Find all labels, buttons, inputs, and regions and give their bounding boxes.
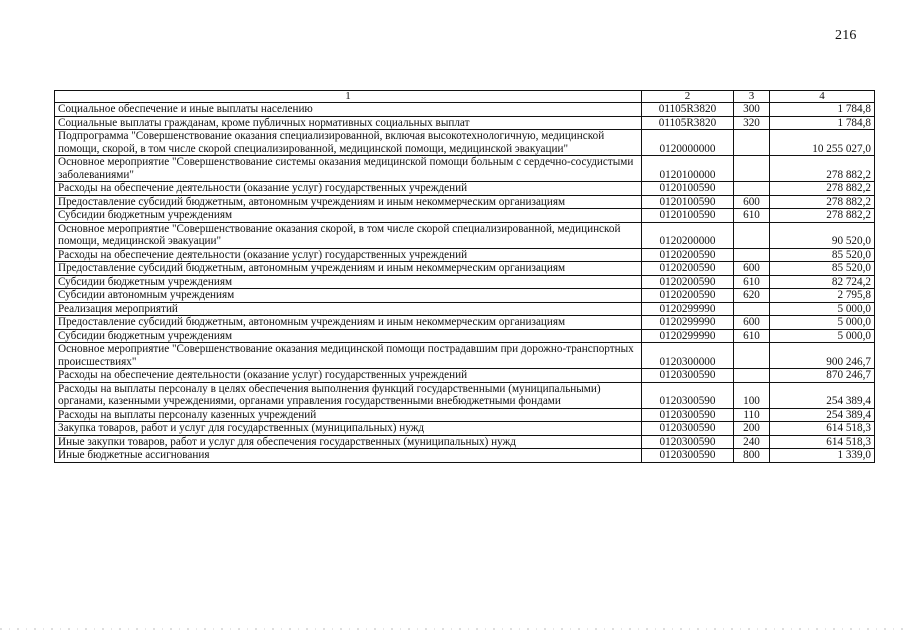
row-code-cell: 0120000000: [642, 130, 734, 156]
row-name-cell: Расходы на обеспечение деятельности (оказание услуг) государственных учреждений: [55, 369, 642, 383]
column-header-amount: 4: [770, 91, 875, 103]
row-name-cell: Субсидии автономным учреждениям: [55, 289, 642, 303]
row-type-cell: 800: [734, 449, 770, 463]
row-code-cell: 0120200590: [642, 262, 734, 276]
row-name-cell: Предоставление субсидий бюджетным, автономным учреждениям и иным некоммерческим организациям: [55, 262, 642, 276]
row-amount-cell: 2 795,8: [770, 289, 875, 303]
row-type-cell: 620: [734, 289, 770, 303]
row-amount-cell: 10 255 027,0: [770, 130, 875, 156]
row-code-cell: 0120100000: [642, 156, 734, 182]
column-header-code: 2: [642, 91, 734, 103]
row-type-cell: [734, 343, 770, 369]
table-row: [55, 248, 875, 262]
table-row: [55, 435, 875, 449]
row-amount-cell: 870 246,7: [770, 369, 875, 383]
table-row: [55, 382, 875, 408]
row-name-cell: Закупка товаров, работ и услуг для государственных (муниципальных) нужд: [55, 422, 642, 436]
row-type-cell: [734, 182, 770, 196]
row-code-cell: 0120100590: [642, 209, 734, 223]
table-row: [55, 289, 875, 303]
row-type-cell: 610: [734, 275, 770, 289]
row-type-cell: 200: [734, 422, 770, 436]
table-row: [55, 116, 875, 130]
table-row: [55, 275, 875, 289]
row-name-cell: Расходы на обеспечение деятельности (оказание услуг) государственных учреждений: [55, 182, 642, 196]
row-amount-cell: 278 882,2: [770, 209, 875, 223]
row-amount-cell: 5 000,0: [770, 316, 875, 330]
row-name-cell: Иные закупки товаров, работ и услуг для обеспечения государственных (муниципальных) нужд: [55, 435, 642, 449]
row-code-cell: 01105R3820: [642, 103, 734, 117]
row-code-cell: 0120300590: [642, 382, 734, 408]
row-amount-cell: 1 784,8: [770, 116, 875, 130]
table-row: [55, 369, 875, 383]
row-code-cell: 0120200590: [642, 289, 734, 303]
row-type-cell: 320: [734, 116, 770, 130]
row-type-cell: 600: [734, 316, 770, 330]
row-code-cell: 0120299990: [642, 329, 734, 343]
row-type-cell: 600: [734, 195, 770, 209]
row-name-cell: Основное мероприятие "Совершенствование системы оказания медицинской помощи больным с сердечно-сосудистыми заболеваниями": [55, 156, 642, 182]
row-name-cell: Социальное обеспечение и иные выплаты населению: [55, 103, 642, 117]
row-code-cell: 0120299990: [642, 302, 734, 316]
row-amount-cell: 90 520,0: [770, 222, 875, 248]
row-name-cell: Расходы на обеспечение деятельности (оказание услуг) государственных учреждений: [55, 248, 642, 262]
scan-edge-noise: [0, 628, 905, 630]
table-row: [55, 302, 875, 316]
row-name-cell: Иные бюджетные ассигнования: [55, 449, 642, 463]
row-code-cell: 0120299990: [642, 316, 734, 330]
column-header-type: 3: [734, 91, 770, 103]
row-type-cell: [734, 222, 770, 248]
row-code-cell: 0120300590: [642, 449, 734, 463]
row-type-cell: [734, 156, 770, 182]
row-type-cell: 110: [734, 408, 770, 422]
table-row: [55, 449, 875, 463]
row-type-cell: [734, 130, 770, 156]
row-amount-cell: 5 000,0: [770, 302, 875, 316]
row-amount-cell: 82 724,2: [770, 275, 875, 289]
table-row: [55, 103, 875, 117]
row-name-cell: Предоставление субсидий бюджетным, автономным учреждениям и иным некоммерческим организациям: [55, 316, 642, 330]
row-amount-cell: 900 246,7: [770, 343, 875, 369]
row-type-cell: [734, 369, 770, 383]
table-body: [55, 103, 875, 463]
row-code-cell: 0120300590: [642, 422, 734, 436]
table-row: [55, 329, 875, 343]
row-amount-cell: 614 518,3: [770, 435, 875, 449]
table-row: [55, 209, 875, 223]
table-row: [55, 422, 875, 436]
row-code-cell: 0120100590: [642, 195, 734, 209]
row-code-cell: 01105R3820: [642, 116, 734, 130]
row-amount-cell: 254 389,4: [770, 408, 875, 422]
table-row: [55, 195, 875, 209]
row-amount-cell: 1 339,0: [770, 449, 875, 463]
row-name-cell: Расходы на выплаты персоналу в целях обеспечения выполнения функций государственными (муниципальными) органами, казенными учреждениями, органами управления государственными внебюджетными фондами: [55, 382, 642, 408]
table-row: [55, 156, 875, 182]
table-row: [55, 343, 875, 369]
row-name-cell: Субсидии бюджетным учреждениям: [55, 329, 642, 343]
row-amount-cell: 5 000,0: [770, 329, 875, 343]
row-code-cell: 0120300000: [642, 343, 734, 369]
row-amount-cell: 85 520,0: [770, 262, 875, 276]
row-code-cell: 0120200590: [642, 248, 734, 262]
row-amount-cell: 278 882,2: [770, 195, 875, 209]
row-name-cell: Подпрограмма "Совершенствование оказания специализированной, включая высокотехнологичную, медицинской помощи, скорой, в том числе скорой специализированной, медицинской помощи, медицинской эвакуации": [55, 130, 642, 156]
row-code-cell: 0120300590: [642, 369, 734, 383]
row-code-cell: 0120300590: [642, 408, 734, 422]
row-type-cell: [734, 248, 770, 262]
row-type-cell: [734, 302, 770, 316]
row-type-cell: 610: [734, 329, 770, 343]
page-number: 216: [835, 28, 857, 43]
row-name-cell: Предоставление субсидий бюджетным, автономным учреждениям и иным некоммерческим организациям: [55, 195, 642, 209]
row-name-cell: Социальные выплаты гражданам, кроме публичных нормативных социальных выплат: [55, 116, 642, 130]
row-code-cell: 0120300590: [642, 435, 734, 449]
row-name-cell: Субсидии бюджетным учреждениям: [55, 275, 642, 289]
budget-table: [54, 90, 875, 463]
row-code-cell: 0120200000: [642, 222, 734, 248]
row-type-cell: 610: [734, 209, 770, 223]
row-type-cell: 600: [734, 262, 770, 276]
row-type-cell: 100: [734, 382, 770, 408]
row-name-cell: Основное мероприятие "Совершенствование оказания медицинской помощи пострадавшим при дорожно-транспортных происшествиях": [55, 343, 642, 369]
row-amount-cell: 278 882,2: [770, 156, 875, 182]
row-amount-cell: 85 520,0: [770, 248, 875, 262]
table-row: [55, 182, 875, 196]
row-type-cell: 300: [734, 103, 770, 117]
table-row: [55, 222, 875, 248]
row-type-cell: 240: [734, 435, 770, 449]
row-code-cell: 0120100590: [642, 182, 734, 196]
row-name-cell: Расходы на выплаты персоналу казенных учреждений: [55, 408, 642, 422]
row-name-cell: Субсидии бюджетным учреждениям: [55, 209, 642, 223]
table-row: [55, 316, 875, 330]
row-amount-cell: 278 882,2: [770, 182, 875, 196]
table-row: [55, 262, 875, 276]
row-code-cell: 0120200590: [642, 275, 734, 289]
row-name-cell: Основное мероприятие "Совершенствование оказания скорой, в том числе скорой специализированной, медицинской помощи, медицинской эвакуации": [55, 222, 642, 248]
table-header-row: [55, 91, 875, 103]
table-row: [55, 408, 875, 422]
table-row: [55, 130, 875, 156]
column-header-name: 1: [55, 91, 642, 103]
row-amount-cell: 1 784,8: [770, 103, 875, 117]
row-amount-cell: 614 518,3: [770, 422, 875, 436]
row-name-cell: Реализация мероприятий: [55, 302, 642, 316]
row-amount-cell: 254 389,4: [770, 382, 875, 408]
